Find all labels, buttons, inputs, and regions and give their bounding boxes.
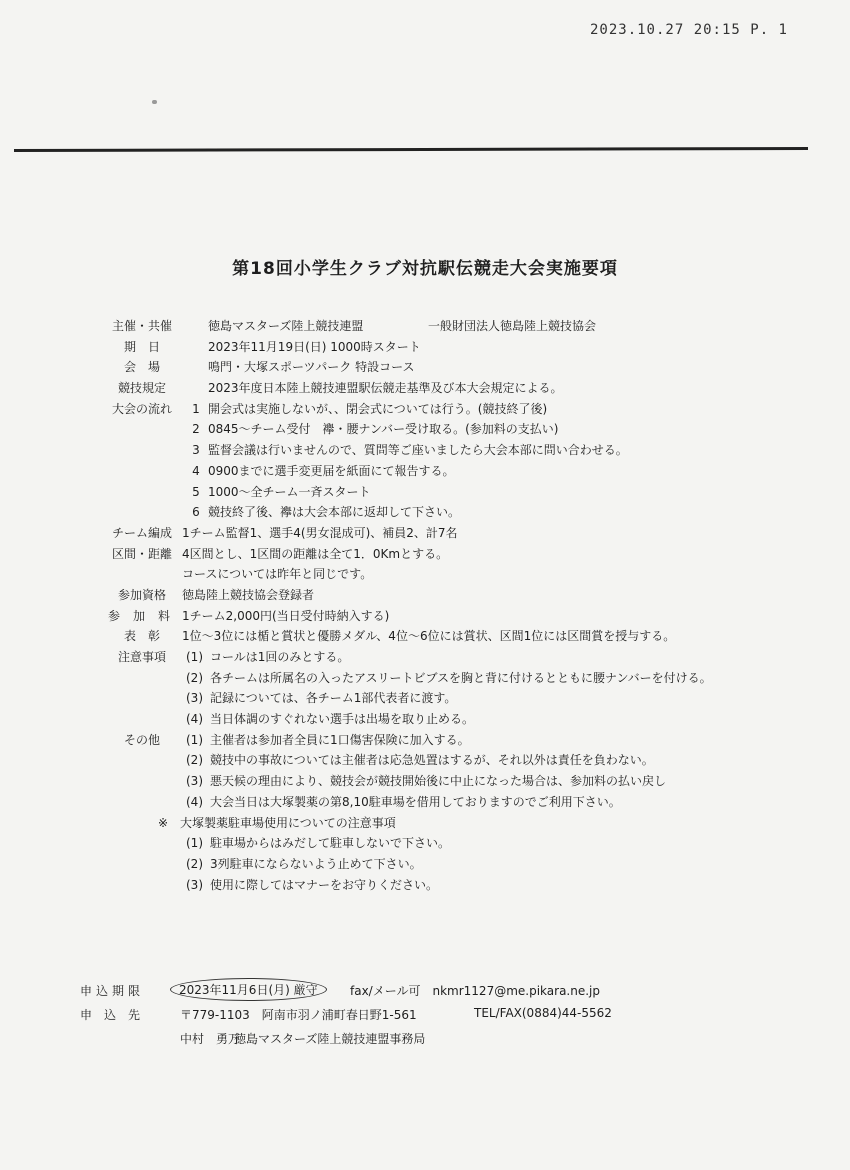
award-row <box>0 626 850 647</box>
fax-header: 2023.10.27 20:15 P. 1 <box>589 22 788 38</box>
deadline-label: 申込期限 <box>80 984 140 998</box>
rules-label: 競技規定 <box>117 381 166 396</box>
address-row <box>0 1006 850 1030</box>
note-text: 各チームは所属名の入ったアスリートビブスを胸と背に付けるとともに腰ナンバーを付ける。 <box>210 670 712 685</box>
section-row <box>0 544 850 565</box>
eligibility-label: 参加資格 <box>117 587 166 602</box>
section-label: 区間・距離 <box>111 546 172 561</box>
other-number: (4) <box>186 794 203 809</box>
flow-item <box>0 461 850 482</box>
eligibility-value: 徳島陸上競技協会登録者 <box>182 587 315 602</box>
parking-item <box>0 833 850 854</box>
eligibility-row <box>0 585 850 606</box>
date-value: 2023年11月19日(日) 1000時スタート <box>208 339 421 354</box>
date-row <box>0 337 850 358</box>
award-value: 1位～3位には楯と賞状と優勝メダル、4位～6位には賞状、区間1位には区間賞を授与する。 <box>182 629 676 644</box>
other-label: その他 <box>123 732 160 747</box>
contact-person: 中村 勇万 <box>180 1032 241 1046</box>
address-value: 〒779-1103 阿南市羽ノ浦町春日野1-561 <box>180 1008 417 1022</box>
venue-value: 鳴門・大塚スポーツパーク 特設コース <box>208 360 415 375</box>
flow-number: 1 <box>192 401 200 416</box>
parking-text: 3列駐車にならないよう止めて下さい。 <box>210 856 422 871</box>
note-item <box>0 647 850 668</box>
organizer-2: 一般財団法人徳島陸上競技協会 <box>428 319 597 333</box>
other-item <box>0 771 850 792</box>
fee-value: 1チーム2,000円(当日受付時納入する) <box>182 608 390 623</box>
section-value: 4区間とし、1区間の距離は全て1．0Kmとする。 <box>182 546 449 561</box>
flow-number: 4 <box>192 463 200 478</box>
notes-label: 注意事項 <box>117 650 166 664</box>
other-item <box>0 730 850 751</box>
note-item <box>0 668 850 689</box>
rules-value: 2023年度日本陸上競技連盟駅伝競走基準及び本大会規定による。 <box>208 381 563 396</box>
application-section <box>0 982 850 1054</box>
organizer-label: 主催・共催 <box>111 319 172 333</box>
flow-item <box>0 482 850 503</box>
parking-item <box>0 854 850 875</box>
team-value: 1チーム監督1、選手4(男女混成可)、補員2、計7名 <box>182 525 458 540</box>
other-text: 競技中の事故については主催者は応急処置はするが、それ以外は責任を負わない。 <box>210 753 654 768</box>
note-item <box>0 709 850 730</box>
other-item <box>0 792 850 813</box>
rules-row <box>0 378 850 399</box>
date-label: 期 日 <box>123 339 160 354</box>
note-item <box>0 688 850 709</box>
document-title: 第18回小学生クラブ対抗駅伝競走大会実施要項 <box>232 259 618 279</box>
other-number: (1) <box>186 732 203 747</box>
flow-item <box>0 399 850 420</box>
scan-speck <box>152 100 157 104</box>
other-text: 大会当日は大塚製薬の第8,10駐車場を借用しておりますのでご利用下さい。 <box>210 794 621 809</box>
document-body <box>0 316 850 895</box>
flow-text: 監督会議は行いませんので、質問等ご座いましたら大会本部に問い合わせる。 <box>208 443 628 458</box>
note-text: 当日体調のすぐれない選手は出場を取り止める。 <box>210 712 475 727</box>
other-number: (3) <box>186 774 203 789</box>
flow-item <box>0 419 850 440</box>
flow-text: 0900までに選手変更届を紙面にて報告する。 <box>208 463 455 478</box>
parking-item <box>0 875 850 896</box>
parking-title: 大塚製薬駐車場使用についての注意事項 <box>180 815 396 830</box>
address-label: 申込先 <box>80 1008 140 1022</box>
organizer-row <box>0 316 850 337</box>
other-number: (2) <box>186 753 203 768</box>
team-label: チーム編成 <box>111 525 172 540</box>
note-number: (4) <box>186 712 203 727</box>
note-number: (1) <box>186 650 203 664</box>
other-text: 悪天候の理由により、競技会が競技開始後に中止になった場合は、参加料の払い戻し <box>210 774 667 789</box>
flow-label: 大会の流れ <box>111 401 172 416</box>
parking-title-row <box>0 813 850 834</box>
flow-number: 3 <box>192 443 200 458</box>
note-number: (2) <box>186 670 203 685</box>
parking-number: (1) <box>186 836 203 851</box>
parking-text: 駐車場からはみだして駐車しないで下さい。 <box>210 836 451 851</box>
deadline-value: 2023年11月6日(月) 厳守 <box>170 978 327 1001</box>
flow-text: 競技終了後、襷は大会本部に返却して下さい。 <box>208 505 461 520</box>
fee-label: 参加料 <box>108 608 170 623</box>
header-rule <box>14 147 808 152</box>
fee-row <box>0 606 850 627</box>
flow-number: 6 <box>192 505 200 520</box>
contact-org: 徳島マスターズ陸上競技連盟事務局 <box>234 1032 426 1046</box>
deadline-row <box>0 982 850 1006</box>
flow-item <box>0 502 850 523</box>
team-row <box>0 523 850 544</box>
parking-text: 使用に際してはマナーをお守りください。 <box>210 877 439 892</box>
organizer-1: 徳島マスターズ陸上競技連盟 <box>208 319 364 333</box>
venue-label: 会 場 <box>123 360 160 375</box>
flow-text: 開会式は実施しないが、、閉会式については行う。(競技終了後) <box>208 401 548 416</box>
flow-number: 2 <box>192 422 200 437</box>
flow-text: 0845～チーム受付 襷・腰ナンバー受け取る。(参加料の支払い) <box>208 422 559 437</box>
other-text: 主催者は参加者全員に1口傷害保険に加入する。 <box>210 732 470 747</box>
award-label: 表 彰 <box>123 629 160 644</box>
reference-mark: ※ <box>158 815 169 830</box>
note-number: (3) <box>186 691 203 706</box>
flow-item <box>0 440 850 461</box>
note-text: 記録については、各チーム1部代表者に渡す。 <box>210 691 457 706</box>
other-item <box>0 750 850 771</box>
venue-row <box>0 357 850 378</box>
contact-method: fax/メール可 nkmr1127@me.pikara.ne.jp <box>350 984 600 998</box>
flow-number: 5 <box>192 484 200 499</box>
tel-value: TEL/FAX(0884)44-5562 <box>474 1006 612 1020</box>
note-text: コールは1回のみとする。 <box>210 650 350 664</box>
flow-text: 1000～全チーム一斉スタート <box>208 484 371 499</box>
section-row-2 <box>0 564 850 585</box>
section-value-2: コースについては昨年と同じです。 <box>182 567 373 582</box>
parking-number: (3) <box>186 877 203 892</box>
contact-person-row <box>0 1030 850 1054</box>
parking-number: (2) <box>186 856 203 871</box>
